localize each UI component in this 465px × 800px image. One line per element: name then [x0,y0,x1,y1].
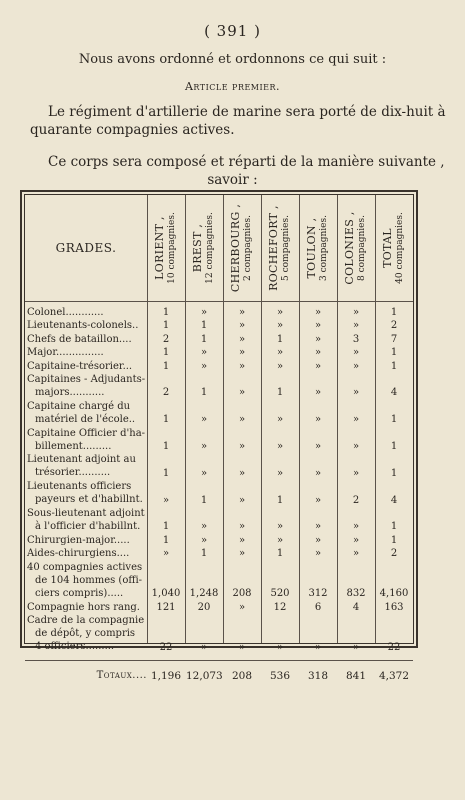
table-cell: » [238,601,246,613]
row-label [27,561,145,600]
row-label-line: Compagnie hors rang. [27,601,140,613]
article-title: Article premier. [184,80,281,93]
table-cell: » [314,360,322,372]
table-cell: 20 [197,601,211,613]
row-label-line: payeurs et d'habillnt. [35,494,143,506]
page-number: ( 391 ) [204,22,261,40]
column-header [148,197,184,299]
paragraph-2-line-1: Ce corps sera composé et réparti de la manière suivante , [48,154,445,170]
row-label [27,534,145,547]
column-companies: 3 compagnies. [319,215,329,281]
row-label [27,306,145,319]
table-cell: » [238,307,246,318]
row-label-line: majors........... [35,387,105,398]
table-cell: 312 [308,588,328,600]
row-label-line: Aides-chirurgiens.... [27,548,130,560]
table-cell: » [200,521,208,533]
table-cell: » [238,534,246,546]
total-cell: 318 [307,670,329,683]
table-cell: » [276,441,284,452]
table-cell: 22 [159,642,173,653]
row-label-line: Capitaine-trésorier... [27,360,133,372]
column-name: TOULON , [305,217,318,279]
column-header [262,197,298,299]
table-cell: 3 [352,333,360,345]
table-cell: 1 [162,414,170,426]
row-label-line: matériel de l'école.. [35,413,136,425]
totals-divider [25,660,413,661]
column-header [376,197,412,299]
row-label-line: Colonel............ [27,307,104,318]
grades-header: GRADES. [55,241,117,255]
table-cell: » [352,642,360,653]
column-header-text [229,204,255,292]
table-cell: 1 [200,333,208,345]
total-cell: 208 [231,670,253,683]
row-label-line: Capitaines - Adjudants- [27,374,146,385]
table-cell: » [276,347,284,359]
column-header-text [267,205,293,291]
column-name: COLONIES , [343,211,356,285]
row-label [27,400,145,426]
row-label [27,547,145,560]
table-cell: 1 [390,534,398,546]
table-cell: » [276,642,284,653]
table-cell: 163 [384,601,404,613]
table-cell: » [162,548,170,560]
paragraph-1-line-1: Le régiment d'artillerie de marine sera porté de dix-huit à [48,104,446,120]
row-label-line: billement......... [35,440,112,452]
table-cell: » [276,521,284,533]
table-cell: 1 [162,521,170,533]
paragraph-2-line-2: savoir : [207,172,258,188]
row-label-line: Chirurgien-major..... [27,534,130,546]
row-label-line: Capitaine Officier d'ha- [27,427,146,439]
total-cell: 12,073 [186,670,223,683]
row-label-line: 40 compagnies actives [27,561,143,573]
grades-table [20,190,418,683]
table-cell: 4 [352,601,360,613]
table-cell: » [238,360,246,372]
column-name: TOTAL [381,228,394,268]
table-cell: » [314,467,322,479]
table-cell: » [352,534,360,546]
table-cell: » [200,347,208,359]
table-cell: 1 [162,347,170,359]
table-cell: 1 [200,548,208,560]
paragraph-1 [0,103,465,139]
table-cell: » [162,494,170,506]
table-cell: » [200,360,208,372]
table-cell: » [314,494,322,506]
table-cell: » [238,414,246,426]
paragraph-1-line-2: quarante compagnies actives. [30,122,235,138]
table-cell: 1 [390,307,398,318]
table-cell: » [314,441,322,452]
table-cell: » [352,320,360,332]
column-companies: 10 compagnies. [167,212,177,284]
table-cell: » [276,320,284,332]
column-name: CHERBOURG , [229,203,242,293]
table-cell: » [238,333,246,345]
table-cell: 1 [162,307,170,318]
table-cell: » [352,467,360,479]
column-companies: 12 compagnies. [205,212,215,284]
table-cell: » [276,307,284,318]
row-label-line: Lieutenants officiers [27,481,132,493]
row-label-line: de dépôt, y compris [35,628,136,640]
table-cell: » [200,414,208,426]
row-label [27,333,145,346]
table-cell: » [238,347,246,359]
table-cell: » [200,441,208,452]
row-label-line: Capitaine chargé du [27,400,131,412]
total-cell: 1,196 [150,670,182,683]
table-cell: 208 [232,588,252,600]
row-label [27,360,145,373]
table-cell: » [314,642,322,653]
column-companies: 8 compagnies. [357,215,367,281]
table-cell: » [314,320,322,332]
table-cell: 1 [162,441,170,452]
table-cell: 2 [162,387,170,399]
table-cell: 1,040 [151,588,181,600]
table-cell: 2 [352,494,360,506]
table-cell: 7 [390,333,398,345]
table-cell: 1 [390,360,398,372]
table-cell: » [314,534,322,546]
table-cell: » [200,467,208,479]
table-cell: 1 [162,534,170,546]
row-label-line: Sous-lieutenant adjoint [27,508,145,519]
row-label-line: Major............... [27,347,104,359]
column-header [338,197,374,299]
row-label [27,614,145,653]
table-cell: » [238,642,246,653]
table-cell: » [352,521,360,533]
row-label-line: 4 officiers......... [35,641,115,653]
row-label-line: à l'officier d'habillnt. [35,521,141,532]
column-companies: 5 compagnies. [281,215,291,281]
table-cell: 1 [200,494,208,506]
table-cell: 4,160 [379,588,409,600]
column-header [224,197,260,299]
column-companies: 2 compagnies. [243,215,253,281]
table-cell: 1 [390,347,398,359]
table-cell: » [238,387,246,399]
row-label [27,319,145,332]
table-cell: » [238,441,246,452]
row-label [27,480,145,506]
row-label-line: Chefs de bataillon.... [27,333,132,345]
row-label-line: de 104 hommes (offi- [35,574,143,586]
table-cell: » [200,642,208,653]
table-cell: » [314,414,322,426]
table-cell: 121 [156,601,176,613]
table-cell: 1 [162,320,170,332]
table-cell: » [314,548,322,560]
table-cell: 1 [162,467,170,479]
row-label-line: Cadre de la compagnie [27,615,145,627]
table-cell: » [276,534,284,546]
table-cell: » [352,307,360,318]
table-frame [24,194,414,683]
row-label [27,427,145,453]
table-cell: 1 [390,414,398,426]
table-cell: 1 [276,387,284,399]
row-label-line: trésorier.......... [35,467,111,479]
table-cell: » [276,414,284,426]
row-label [27,373,145,399]
table-cell: » [352,414,360,426]
total-cell: 4,372 [378,670,410,683]
table-cell: 4 [390,387,398,399]
table-cell: 1 [390,441,398,452]
table-cell: 832 [346,588,366,600]
column-name: BREST , [191,223,204,273]
total-cell: 536 [269,670,291,683]
row-label-line: Lieutenant adjoint au [27,454,136,466]
table-cell: 1 [390,467,398,479]
row-label-line: ciers compris)..... [35,587,124,599]
row-label [27,601,145,614]
column-name: ROCHEFORT , [267,205,280,291]
column-header-text [153,212,179,284]
paragraph-2 [0,153,465,189]
table-cell: » [314,521,322,533]
table-cell: 1 [276,548,284,560]
column-header [186,197,222,299]
table-cell: » [314,387,322,399]
table-cell: 4 [390,494,398,506]
total-cell: 841 [345,670,367,683]
table-cell: » [276,467,284,479]
table-cell: » [314,307,322,318]
table-cell: » [238,467,246,479]
table-cell: » [200,307,208,318]
table-cell: 1 [162,360,170,372]
table-cell: 2 [390,320,398,332]
table-cell: 1,248 [189,588,219,600]
table-cell: » [276,360,284,372]
column-header-text [191,212,217,284]
table-cell: » [238,494,246,506]
table-cell: 22 [387,642,401,653]
column-header-text [381,212,407,284]
row-label [27,346,145,359]
table-cell: » [352,548,360,560]
table-cell: » [352,360,360,372]
table-cell: 6 [314,601,322,613]
table-cell: » [352,387,360,399]
table-cell: 2 [162,333,170,345]
table-cell: » [314,333,322,345]
header-divider [25,301,413,302]
table-cell: 520 [270,588,290,600]
table-cell: » [314,347,322,359]
table-cell: 1 [276,333,284,345]
table-cell: 1 [390,521,398,533]
column-companies: 40 compagnies. [395,212,405,284]
table-cell: 1 [200,387,208,399]
totals-label: Totaux.... [96,670,147,682]
table-cell: 1 [200,320,208,332]
table-cell: » [238,548,246,560]
table-cell: » [238,320,246,332]
column-name: LORIENT , [153,216,166,280]
column-header-text [343,211,369,284]
column-header [300,197,336,299]
row-label [27,507,145,533]
table-cell: » [200,534,208,546]
table-cell: 1 [276,494,284,506]
table-cell: 2 [390,548,398,560]
table-cell: » [352,347,360,359]
row-label-line: Lieutenants-colonels.. [27,320,139,332]
decree-line: Nous avons ordonné et ordonnons ce qui suit : [78,52,387,67]
row-label [27,453,145,479]
column-header-text [305,215,331,281]
table-cell: » [352,441,360,452]
table-cell: 12 [273,601,287,613]
table-cell: » [238,521,246,533]
